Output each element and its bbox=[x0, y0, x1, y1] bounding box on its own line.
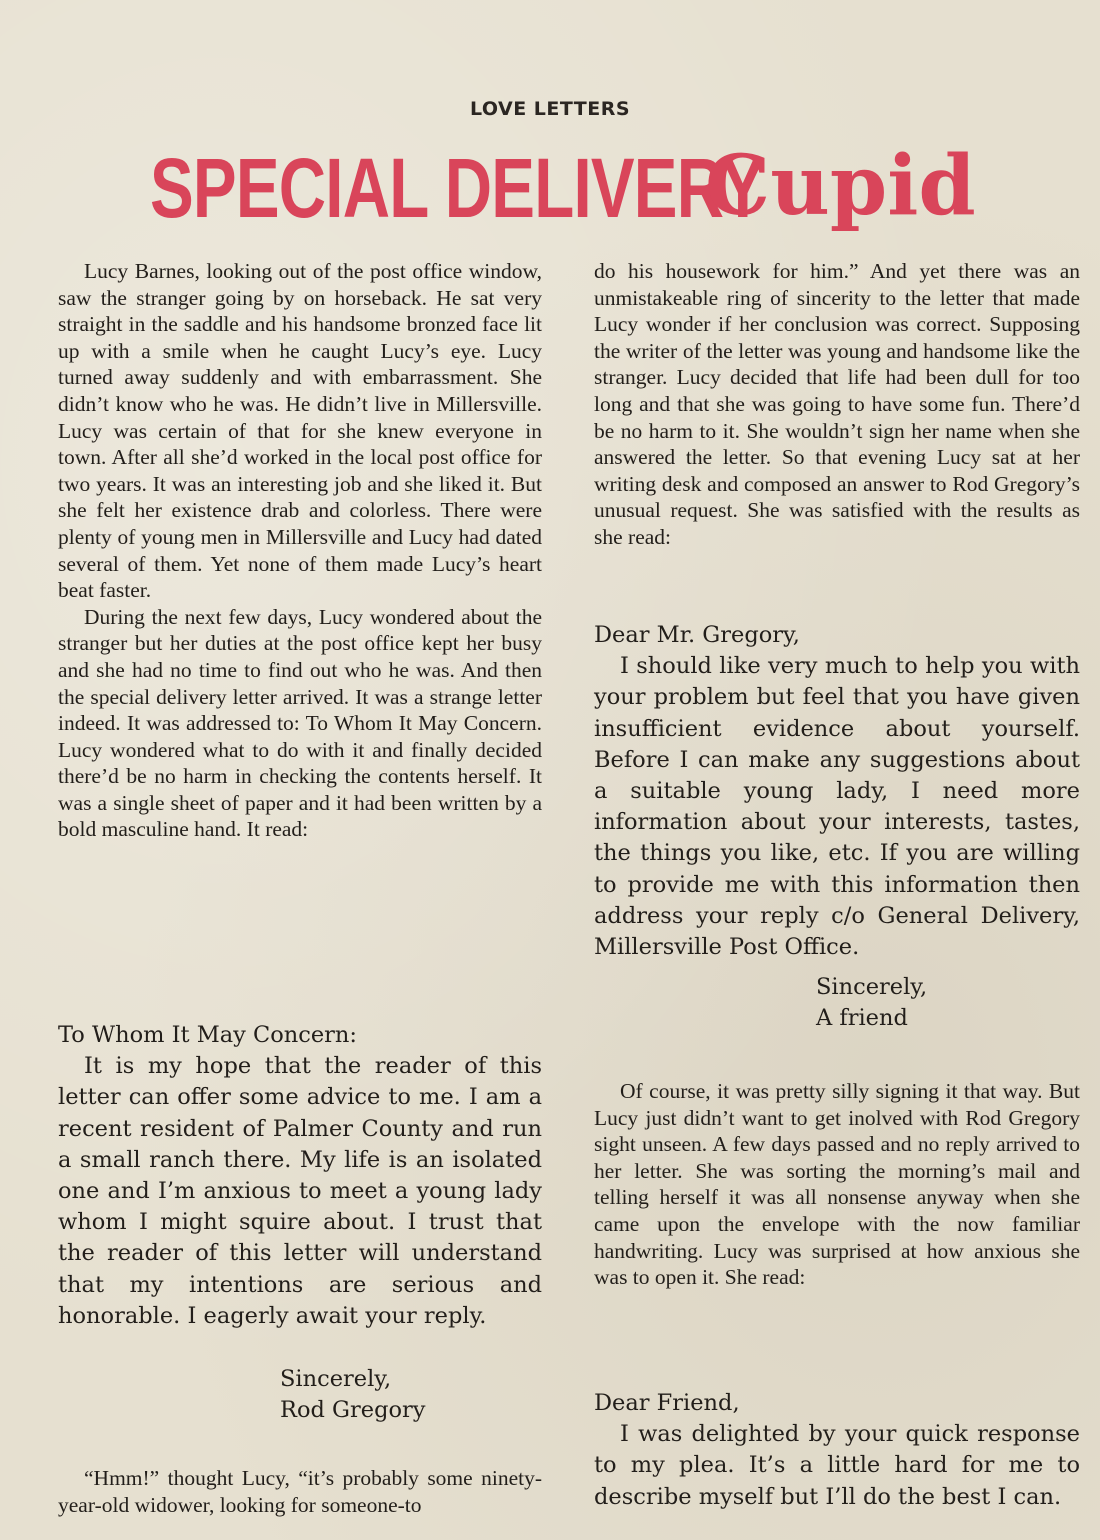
second-letter-body: I was delighted by your quick response to my plea. It’s a little hard for me to describe myself but I’ll do the best I can. bbox=[594, 1421, 1080, 1510]
reply-closing: Sincerely, bbox=[816, 974, 928, 1000]
left-column-prose-bottom bbox=[58, 1465, 542, 1518]
section-kicker: LOVE LETTERS bbox=[469, 98, 631, 120]
letter-signature: Rod Gregory bbox=[280, 1397, 426, 1423]
second-letter-salutation: Dear Friend, bbox=[594, 1390, 740, 1416]
second-letter bbox=[594, 1388, 1080, 1513]
story-paragraph: “Hmm!” thought Lucy, “it’s probably some ninety-year-old widower, looking for someone-to bbox=[58, 1466, 542, 1517]
story-paragraph: Of course, it was pretty silly signing it that way. But Lucy just didn’t want to get inolved with Rod Gregory sight unseen. A few days passed and no reply arrived to her letter. She was sorting the morning’s mail and telling herself it was all nonsense anyway when she came upon the envelope with the now familiar handwriting. Lucy was surprised at how anxious she was to open it. She read: bbox=[594, 1079, 1080, 1290]
left-column-prose-top bbox=[58, 258, 542, 843]
right-column-prose-top bbox=[594, 258, 1080, 551]
story-paragraph: Lucy Barnes, looking out of the post office window, saw the stranger going by on horseback. He sat very straight in the saddle and his handsome bronzed face lit up with a smile when he caught Lucy’s eye. Lucy turned away suddenly and with embarrassment. She didn’t know who he was. He didn’t live in Millersville. Lucy was certain of that for she knew everyone in town. After all she’d worked in the local post office for two years. It was an interesting job and she liked it. But she felt her existence drab and colorless. There were plenty of young men in Millersville and Lucy had dated several of them. Yet none of them made Lucy’s heart beat faster. bbox=[58, 259, 542, 603]
lucy-reply-letter bbox=[594, 620, 1080, 963]
reply-signature: A friend bbox=[816, 1005, 908, 1031]
story-title-part1: SPECIAL DELIVERY bbox=[150, 141, 764, 235]
story-paragraph: do his housework for him.” And yet there was an unmistakeable ring of sincerity to the letter that made Lucy wonder if her conclusion was correct. Supposing the writer of the letter was young and handsome like the stranger. Lucy decided that life had been dull for too long and that she was going to have some fun. There’d be no harm to it. She wouldn’t sign her name when she answered the letter. So that evening Lucy sat at her writing desk and composed an answer to Rod Gregory’s unusual request. She was satisfied with the results as she read: bbox=[594, 259, 1080, 549]
letter-body: It is my hope that the reader of this letter can offer some advice to me. I am a recent resident of Palmer County and run a small ranch there. My life is an isolated one and I’m anxious to meet a young lady whom I might squire about. I trust that the reader of this letter will understand that my intentions are serious and honorable. I eagerly await your reply. bbox=[58, 1053, 542, 1329]
story-paragraph: During the next few days, Lucy wondered about the stranger but her duties at the post office kept her busy and she had no time to find out who he was. And then the special delivery letter arrived. It was a strange letter indeed. It was addressed to: To Whom It May Concern. Lucy wondered what to do with it and finally decided there’d be no harm in checking the contents herself. It was a single sheet of paper and it had been written by a bold masculine hand. It read: bbox=[58, 604, 542, 842]
letter-salutation: To Whom It May Concern: bbox=[58, 1022, 358, 1048]
rod-gregory-letter bbox=[58, 1020, 542, 1332]
reply-body: I should like very much to help you with your problem but feel that you have given insufficient evidence about yourself. Before I can make any suggestions about a suitable young lady, I need more information about your interests, tastes, the things you like, etc. If you are willing to provide me with this information then address your reply c/o General Delivery, Millersville Post Office. bbox=[594, 653, 1080, 961]
story-title-part2: Cupid bbox=[705, 138, 976, 234]
reply-signoff bbox=[816, 972, 927, 1034]
story-title bbox=[150, 138, 1000, 238]
right-column-prose-middle bbox=[594, 1078, 1080, 1291]
reply-salutation: Dear Mr. Gregory, bbox=[594, 622, 800, 648]
letter-signoff bbox=[280, 1364, 426, 1426]
letter-closing: Sincerely, bbox=[280, 1366, 392, 1392]
